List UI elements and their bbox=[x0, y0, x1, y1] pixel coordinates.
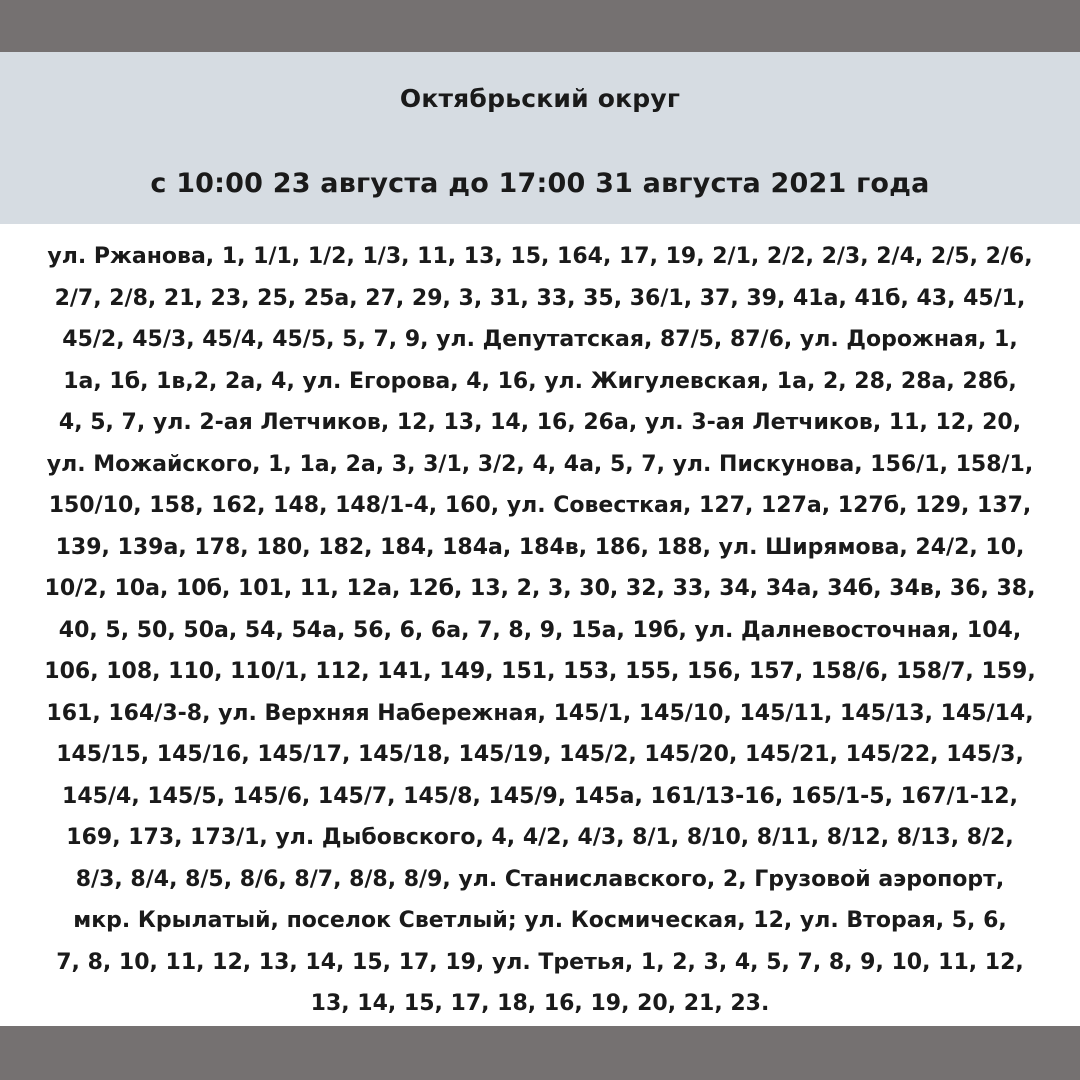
address-line: 169, 173, 173/1, ул. Дыбовского, 4, 4/2, 4/3, 8/1, 8/10, 8/11, 8/12, 8/13, 8/2, bbox=[66, 825, 1014, 850]
address-line: 145/4, 145/5, 145/6, 145/7, 145/8, 145/9, 145а, 161/13-16, 165/1-5, 167/1-12, bbox=[62, 783, 1018, 809]
address-line: 8/3, 8/4, 8/5, 8/6, 8/7, 8/8, 8/9, ул. Станиславского, 2, Грузовой аэропорт, bbox=[75, 866, 1005, 892]
address-line: 40, 5, 50, 50а, 54, 54а, 56, 6, 6а, 7, 8, 9, 15а, 19б, ул. Далневосточная, 104, bbox=[58, 617, 1022, 643]
address-line: 139, 139а, 178, 180, 182, 184, 184а, 184в, 186, 188, ул. Ширямова, 24/2, 10, bbox=[55, 534, 1025, 560]
address-line: 45/2, 45/3, 45/4, 45/5, 5, 7, 9, ул. Депутатская, 87/5, 87/6, ул. Дорожная, 1, bbox=[62, 327, 1018, 352]
address-line: 161, 164/3-8, ул. Верхняя Набережная, 145/1, 145/10, 145/11, 145/13, 145/14, bbox=[46, 700, 1034, 726]
address-line: 7, 8, 10, 11, 12, 13, 14, 15, 17, 19, ул. Третья, 1, 2, 3, 4, 5, 7, 8, 9, 10, 11, 12, bbox=[56, 949, 1024, 975]
address-line: ул. Можайского, 1, 1а, 2а, 3, 3/1, 3/2, 4, 4а, 5, 7, ул. Пискунова, 156/1, 158/1, bbox=[46, 451, 1034, 477]
address-list bbox=[40, 236, 1040, 1025]
address-line: 2/7, 2/8, 21, 23, 25, 25а, 27, 29, 3, 31, 33, 35, 36/1, 37, 39, 41а, 41б, 43, 45/1, bbox=[54, 285, 1026, 311]
address-line: мкр. Крылатый, поселок Светлый; ул. Космическая, 12, ул. Вторая, 5, 6, bbox=[73, 908, 1007, 933]
address-line: 4, 5, 7, ул. 2-ая Летчиков, 12, 13, 14, 16, 26а, ул. 3-ая Летчиков, 11, 12, 20, bbox=[58, 410, 1022, 435]
top-band bbox=[0, 0, 1080, 52]
date-range-subtitle: с 10:00 23 августа до 17:00 31 августа 2021 года bbox=[150, 168, 930, 199]
address-line: ул. Ржанова, 1, 1/1, 1/2, 1/3, 11, 13, 15, 164, 17, 19, 2/1, 2/2, 2/3, 2/4, 2/5, 2/6, bbox=[47, 244, 1033, 269]
district-title: Октябрьский округ bbox=[399, 84, 681, 113]
address-line: 145/15, 145/16, 145/17, 145/18, 145/19, 145/2, 145/20, 145/21, 145/22, 145/3, bbox=[56, 742, 1024, 767]
bottom-band bbox=[0, 1026, 1080, 1080]
address-line: 106, 108, 110, 110/1, 112, 141, 149, 151, 153, 155, 156, 157, 158/6, 158/7, 159, bbox=[44, 659, 1036, 684]
address-line: 150/10, 158, 162, 148, 148/1-4, 160, ул. Совесткая, 127, 127а, 127б, 129, 137, bbox=[48, 493, 1032, 518]
address-line: 13, 14, 15, 17, 18, 16, 19, 20, 21, 23. bbox=[310, 991, 770, 1016]
address-line: 10/2, 10а, 10б, 101, 11, 12а, 12б, 13, 2, 3, 30, 32, 33, 34, 34а, 34б, 34в, 36, 38, bbox=[44, 576, 1036, 601]
address-line: 1а, 1б, 1в,2, 2а, 4, ул. Егорова, 4, 16, ул. Жигулевская, 1а, 2, 28, 28а, 28б, bbox=[63, 368, 1017, 394]
